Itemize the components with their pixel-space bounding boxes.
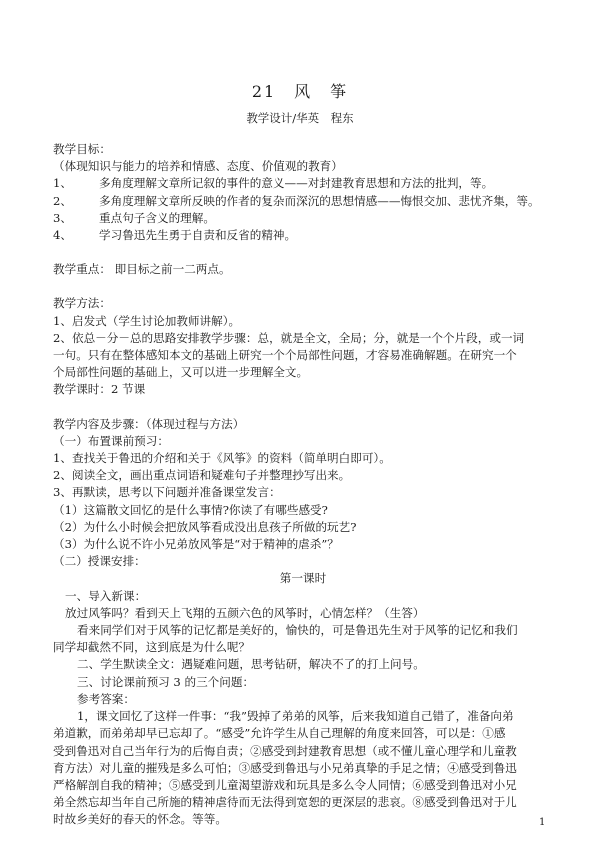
methods-heading: 教学方法：: [53, 296, 111, 311]
prep-heading: （一）布置课前预习：: [53, 433, 169, 448]
step-line: 育方法）对儿童的摧残是多么可怕；③感受到鲁迅与小兄弟真挚的手足之情；④感受到鲁迅: [53, 760, 517, 775]
document-title: 21 风 筝: [251, 82, 349, 101]
step-line: 放过风筝吗？看到天上飞翔的五颜六色的风筝时，心情怎样？（生答）: [65, 605, 425, 620]
step-line: 一、导入新课：: [65, 588, 147, 603]
prep-item: 2、阅读全文，画出重点词语和疑难句子并整理抄写出来。: [53, 468, 351, 483]
step-line: 弟道歉，而弟弟却早已忘却了。“感受”允许学生从自己理解的角度来回答，可以是：①感: [53, 726, 506, 741]
document-subtitle: 教学设计/华英 程东: [246, 111, 354, 125]
objectives-note: （体现知识与能力的培养和情感、态度、价值观的教育）: [53, 159, 343, 174]
objective-item: 3、 重点句子含义的理解。: [53, 210, 215, 225]
step-line: 弟全然忘却当年自己所施的精神虐待而无法得到宽恕的更深层的悲哀。⑧感受到鲁迅对于儿: [53, 795, 517, 810]
prep-item: 1、查找关于鲁迅的介绍和关于《风筝》的资料（简单明白即可）。: [53, 451, 391, 466]
objective-item: 1、 多角度理解文章所记叙的事件的意义——对封建教育思想和方法的批判，等。: [53, 176, 494, 191]
step-line: 参考答案：: [77, 691, 135, 706]
step-line: 三、讨论课前预习 3 的三个问题：: [77, 674, 255, 689]
method-item: 2、依总－分－总的思路安排教学步骤：总，就是全文，全局；分，就是一个个片段，或一词: [53, 330, 525, 345]
step-line: 受到鲁迅对自己当年行为的后悔自责；②感受到封建教育思想（或不懂儿童心理学和儿童教: [53, 743, 517, 758]
method-item-cont: 个局部性问题的基础上，又可以进一步理解全文。: [53, 365, 309, 380]
teaching-focus: 教学重点： 即目标之前一二两点。: [53, 262, 231, 277]
step-line: 时故乡美好的春天的怀念。等等。: [53, 812, 227, 827]
objective-item: 2、 多角度理解文章所反映的作者的复杂而深沉的思想情感——悔恨交加、悲忧齐集，等。: [53, 193, 540, 208]
question-item: （1）这篇散文回忆的是什么事情?你读了有哪些感受?: [53, 502, 328, 517]
content-heading: 教学内容及步骤：（体现过程与方法）: [53, 416, 245, 431]
step-line: 同学却截然不同，这到底是为什么呢？: [53, 640, 251, 655]
lesson-title: 第一课时: [279, 571, 327, 586]
question-item: （2）为什么小时候会把放风筝看成没出息孩子所做的玩艺?: [53, 519, 357, 534]
document-body: [53, 141, 553, 829]
step-line: 看来同学们对于风筝的记忆都是美好的，愉快的，可是鲁迅先生对于风筝的记忆和我们: [77, 623, 518, 638]
step-line: 严格解剖自我的精神；⑤感受到儿童渴望游戏和玩具是多么令人同情；⑥感受到鲁迅对小兄: [53, 777, 517, 792]
objectives-heading: 教学目标：: [53, 142, 111, 156]
teaching-hours: 教学课时：2 节课: [53, 382, 146, 397]
method-item: 1、启发式（学生讨论加教师讲解）。: [53, 313, 241, 328]
objective-item: 4、 学习鲁迅先生勇于自责和反省的精神。: [53, 228, 297, 243]
method-item-cont: 一句。只有在整体感知本文的基础上研究一个个局部性问题，才容易准确解题。在研究一个: [53, 348, 517, 363]
step-line: 二、学生默读全文：遇疑难问题，思考钻研，解决不了的打上问号。: [77, 657, 425, 672]
teach-heading: （二）授课安排：: [53, 554, 146, 569]
step-line: 1，课文回忆了这样一件事：“我”毁掉了弟弟的风筝，后来我知道自己错了，准备向弟: [77, 709, 514, 724]
prep-item: 3、再默读，思考以下问题并准备课堂发言：: [53, 485, 281, 500]
question-item: （3）为什么说不许小兄弟放风筝是“对于精神的虐杀”？: [53, 537, 339, 552]
page-number: 1: [539, 817, 546, 828]
